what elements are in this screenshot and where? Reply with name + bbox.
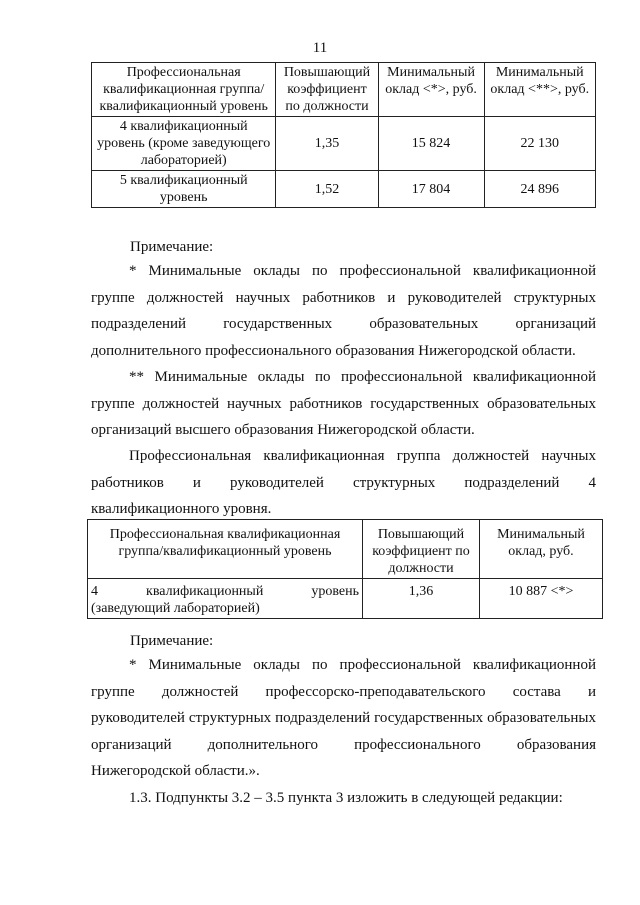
level-rest: (заведующий лабораторией) [91,601,260,616]
level-number: 4 [91,584,98,599]
level-word-2: уровень [311,584,359,599]
table-header-cell: Повышающий коэффициент по должности [276,63,378,117]
table-cell: 1,35 [276,117,378,171]
table-header-cell: Минимальный оклад <**>, руб. [484,63,595,117]
table-cell: 15 824 [378,117,484,171]
table-row [92,117,596,171]
table-cell: 1,36 [363,579,480,619]
salary-table-1 [91,62,596,208]
body-paragraph: 1.3. Подпункты 3.2 – 3.5 пункта 3 изложить в следующей редакции: [129,790,563,806]
level-line [91,583,359,600]
table-cell: 10 887 <*> [480,579,603,619]
level-word: квалификационный [146,584,264,599]
table-cell: 1,52 [276,171,378,208]
note-label: Примечание: [130,633,214,649]
page-number: 11 [312,40,328,56]
table-header-cell: Профессиональная квалификационная группа/квалификационный уровень [88,520,363,579]
table-header-cell: Минимальный оклад <*>, руб. [378,63,484,117]
table-cell: 5 квалификационный уровень [92,171,276,208]
table-header-cell: Профессиональная квалификационная группа/квалификационный уровень [92,63,276,117]
salary-table-2 [87,519,603,619]
table-header-cell: Минимальный оклад, руб. [480,520,603,579]
table-header-cell: Повышающий коэффициент по должности [363,520,480,579]
table-cell [88,579,363,619]
footnote-paragraph: ** Минимальные оклады по профессиональной квалификационной группе должностей научных работников государственных образовательных организаций высшего образования Нижегородской области. [91,369,596,438]
table-row [92,171,596,208]
table-header-row [92,63,596,117]
note-label: Примечание: [130,239,214,255]
footnote-paragraph: * Минимальные оклады по профессиональной квалификационной группе должностей научных работников и руководителей структурных подразделений государственных образовательных организаций дополнительного профессионального образования Нижегородской области. [91,263,596,359]
table-cell: 22 130 [484,117,595,171]
table-cell: 17 804 [378,171,484,208]
footnote-paragraph: * Минимальные оклады по профессиональной квалификационной группе должностей профессорско-преподавательского состава и руководителей структурных подразделений государственных образовательных организаций дополнительного профессионального образования Нижегородской области.». [91,657,596,779]
table-row [88,579,603,619]
table-cell: 4 квалификационный уровень (кроме заведующего лабораторией) [92,117,276,171]
table-header-row [88,520,603,579]
table-cell: 24 896 [484,171,595,208]
body-paragraph: Профессиональная квалификационная группа должностей научных работников и руководителей структурных подразделений 4 квалификационного уровня. [91,448,596,517]
